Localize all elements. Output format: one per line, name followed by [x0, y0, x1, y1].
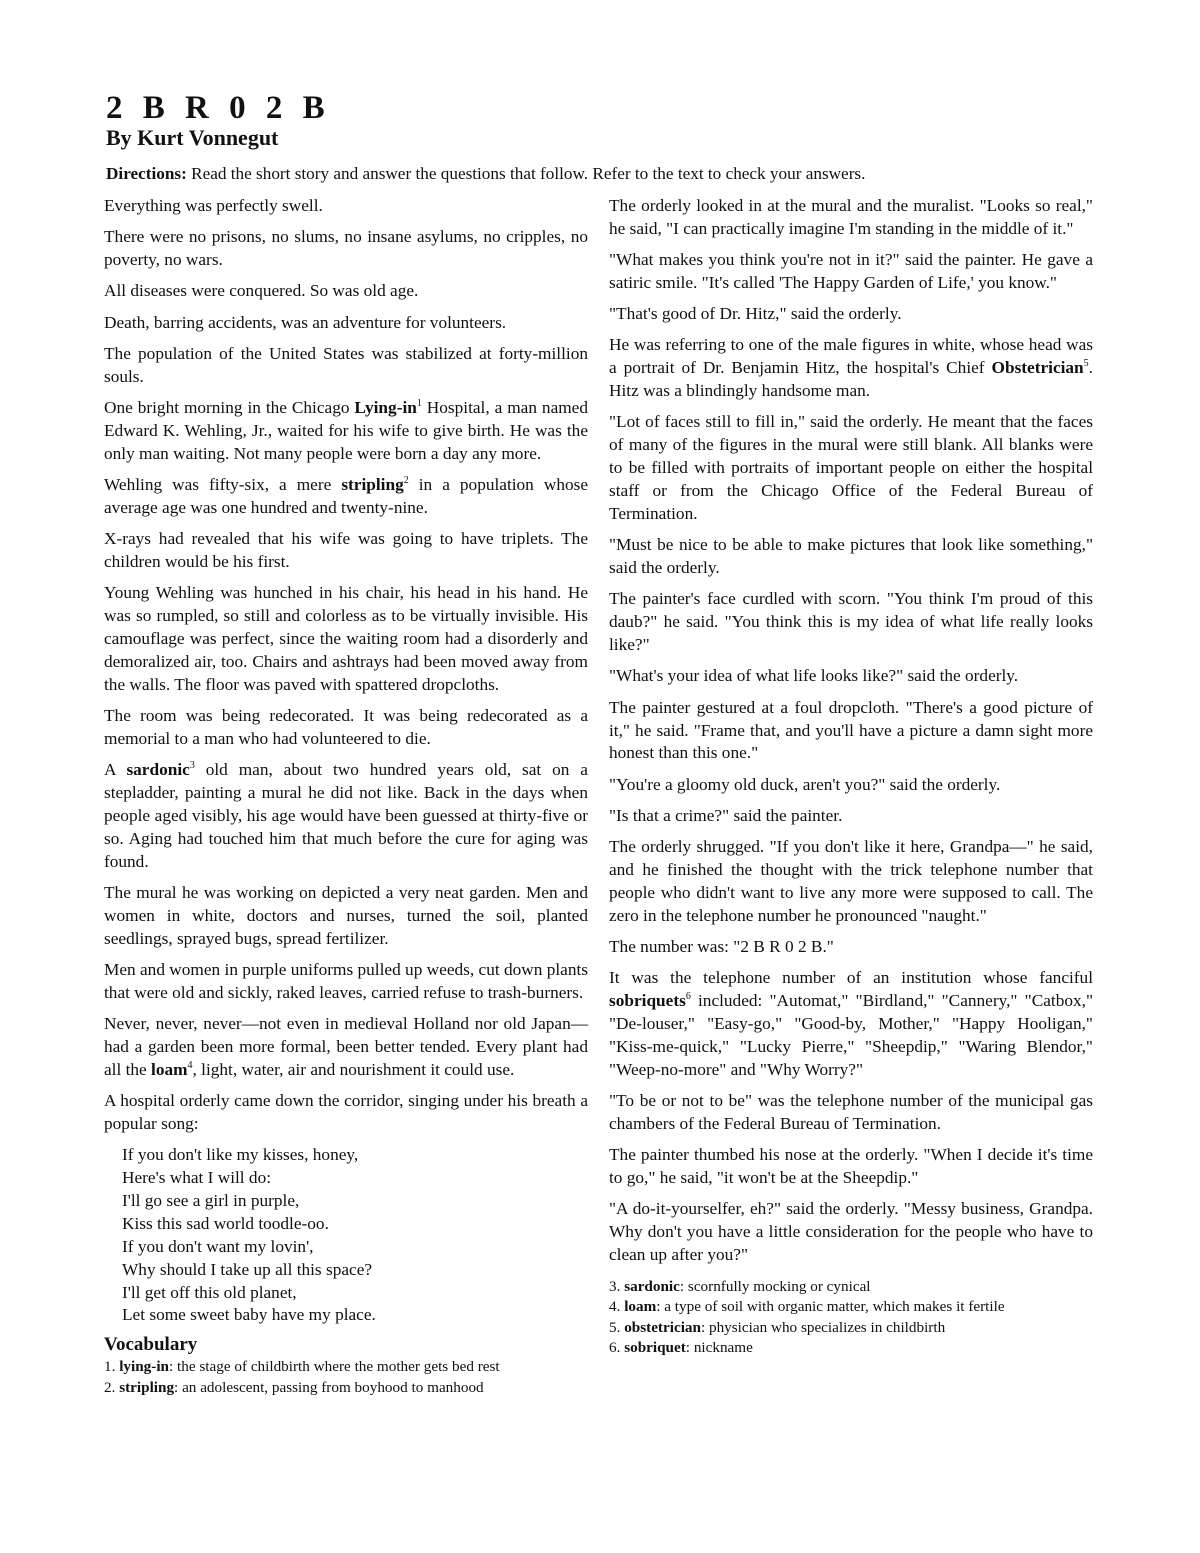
paragraph: "Must be nice to be able to make pictures that look like something," said the orderly. [609, 535, 1093, 578]
author-byline: By Kurt Vonnegut [106, 125, 279, 150]
song-line: I'll get off this old planet, [122, 1282, 297, 1302]
song-line: Here's what I will do: [122, 1167, 272, 1187]
paragraph: It was the telephone number of an institution whose fanciful sobriquets$^6$ included: "Automat," "Birdland," "Cannery," "Catbox," "De-louser," "Easy-go," "Good-by, Mother," "Happy Hooligan," "Kiss-me-quick," "Lucky Pierre," "Sheepdip," "Waring Blendor," "Weep-no-more" and "Why Worry?" [609, 968, 1093, 1079]
vocab-entry: 4. loam: a type of soil with organic matter, which makes it fertile [609, 1298, 1005, 1316]
vocabulary-heading: Vocabulary [104, 1334, 198, 1356]
paragraph: The orderly looked in at the mural and the muralist. "Looks so real," he said, "I can practically imagine I'm standing in the middle of it." [609, 196, 1093, 238]
directions [106, 162, 865, 185]
vocab-term-loam: loam [151, 1059, 188, 1079]
paragraph: "Lot of faces still to fill in," said the orderly. He meant that the faces of many of the figures in the mural were still blank. All blanks were to be filled with portraits of important people on either the hospital staff or from the Chicago Office of the Federal Bureau of Termination. [609, 412, 1093, 524]
footnote-marker: 3 [189, 760, 195, 771]
directions-label: Directions: [106, 164, 187, 183]
vocab-term-lying-in: Lying-in [354, 397, 417, 417]
left-column [104, 195, 588, 1398]
paragraph: The room was being redecorated. It was being redecorated as a memorial to a man who had volunteered to die. [104, 705, 588, 748]
paragraph: The population of the United States was stabilized at forty-million souls. [104, 343, 588, 386]
vocab-entry: 2. stripling: an adolescent, passing from boyhood to manhood [104, 1378, 484, 1396]
vocab-term-sobriquets: sobriquets [609, 991, 686, 1011]
song-line: Let some sweet baby have my place. [122, 1305, 376, 1325]
vocabulary-list [609, 1277, 1093, 1359]
vocabulary-list [104, 1357, 588, 1398]
paragraph: Wehling was fifty-six, a mere stripling$^2$ in a population whose average age was one hundred and twenty-nine. [104, 474, 589, 517]
paragraph: Men and women in purple uniforms pulled up weeds, cut down plants that were old and sickly, raked leaves, carried refuse to trash-burners. [104, 959, 588, 1002]
song-line: Why should I take up all this space? [122, 1259, 373, 1279]
footnote-marker: 5 [1083, 358, 1089, 370]
paragraph: A sardonic$^3$ old man, about two hundred years old, sat on a stepladder, painting a mural he did not like. Back in the days when people aged visibly, his age would have been guessed at thirty-five or so. Aging had touched him that much before the cure for aging was found. [104, 760, 588, 871]
paragraph: "You're a gloomy old duck, aren't you?" said the orderly. [609, 774, 1001, 794]
vocab-term-obstetrician: Obstetrician [991, 358, 1084, 378]
right-column [609, 195, 1093, 1359]
vocab-term-sardonic: sardonic [126, 760, 190, 779]
paragraph: The painter's face curdled with scorn. "You think I'm proud of this daub?" he said. "You think this is my idea of what life really looks like?" [609, 589, 1093, 655]
paragraph: "What makes you think you're not in it?" said the painter. He gave a satiric smile. "It's called 'The Happy Garden of Life,' you know." [609, 250, 1093, 293]
paragraph: "Is that a crime?" said the painter. [609, 805, 843, 825]
song-lyrics [122, 1144, 588, 1327]
paragraph: Death, barring accidents, was an adventure for volunteers. [104, 312, 507, 332]
footnote-marker: 1 [416, 397, 422, 409]
paragraph: A hospital orderly came down the corridor, singing under his breath a popular song: [104, 1090, 588, 1133]
vocab-entry: 1. lying-in: the stage of childbirth where the mother gets bed rest [104, 1358, 500, 1376]
footnote-marker: 4 [187, 1059, 193, 1071]
footnote-marker: 6 [685, 991, 691, 1003]
paragraph: X-rays had revealed that his wife was going to have triplets. The children would be his first. [104, 528, 588, 571]
vocab-entry: 3. sardonic: scornfully mocking or cynical [609, 1277, 871, 1295]
paragraph: The painter gestured at a foul dropcloth. "There's a good picture of it," he said. "Frame that, and you'll have a picture a damn sight more honest than this one." [609, 697, 1093, 763]
vocab-term-stripling: stripling [341, 474, 404, 494]
paragraph: The mural he was working on depicted a very neat garden. Men and women in white, doctors and nurses, turned the soil, planted seedlings, sprayed bugs, spread fertilizer. [104, 882, 588, 948]
paragraph: The painter thumbed his nose at the orderly. "When I decide it's time to go," he said, "it won't be at the Sheepdip." [609, 1145, 1093, 1187]
paragraph: One bright morning in the Chicago Lying-$in^1$ Hospital, a man named Edward K. Wehling, Jr., waited for his wife to give birth. He was the only man waiting. Not many people were born a day any more. [104, 397, 588, 463]
paragraph: All diseases were conquered. So was old age. [104, 281, 419, 301]
story-title: 2 B R 0 2 B [106, 90, 331, 126]
paragraph: "That's good of Dr. Hitz," said the orderly. [609, 304, 902, 324]
paragraph: "To be or not to be" was the telephone number of the municipal gas chambers of the Federal Bureau of Termination. [609, 1090, 1093, 1133]
song-line: I'll go see a girl in purple, [122, 1190, 300, 1210]
footnote-marker: 2 [403, 474, 409, 486]
paragraph: "A do-it-yourselfer, eh?" said the orderly. "Messy business, Grandpa. Why don't you have a little consideration for the people who have to clean up after you?" [609, 1199, 1093, 1264]
paragraph: Young Wehling was hunched in his chair, his head in his hand. He was so rumpled, so still and colorless as to be virtually invisible. His camouflage was perfect, since the waiting room had a disorderly and demoralized air, too. Chairs and ashtrays had been moved away from the walls. The floor was paved with spattered dropcloths. [104, 583, 588, 694]
paragraph: The number was: "2 B R 0 2 B." [609, 936, 834, 956]
song-line: Kiss this sad world toodle-oo. [122, 1213, 329, 1233]
paragraph: "What's your idea of what life looks like?" said the orderly. [609, 666, 1019, 686]
song-line: If you don't want my lovin', [122, 1236, 314, 1256]
vocab-entry: 6. sobriquet: nickname [609, 1339, 753, 1357]
paragraph: There were no prisons, no slums, no insane asylums, no cripples, no poverty, no wars. [104, 227, 588, 270]
vocab-entry: 5. obstetrician: physician who specializes in childbirth [609, 1318, 946, 1336]
song-line: If you don't like my kisses, honey, [122, 1145, 359, 1165]
paragraph: He was referring to one of the male figures in white, whose head was a portrait of Dr. Benjamin Hitz, the hospital's Chief Obstetrician$^5$. Hitz was a blindingly handsome man. [609, 335, 1093, 401]
directions-text: Read the short story and answer the questions that follow. Refer to the text to check your answers. [186, 164, 866, 183]
paragraph: Never, never, never—not even in medieval Holland nor old Japan—had a garden been more formal, been better tended. Every plant had all the loam$^4$, light, water, air and nourishment it could use. [104, 1013, 588, 1079]
paragraph: The orderly shrugged. "If you don't like it here, Grandpa—" he said, and he finished the thought with the trick telephone number that people who didn't want to live any more were supposed to call. The zero in the telephone number he pronounced "naught." [609, 837, 1093, 925]
paragraph: Everything was perfectly swell. [104, 196, 323, 215]
